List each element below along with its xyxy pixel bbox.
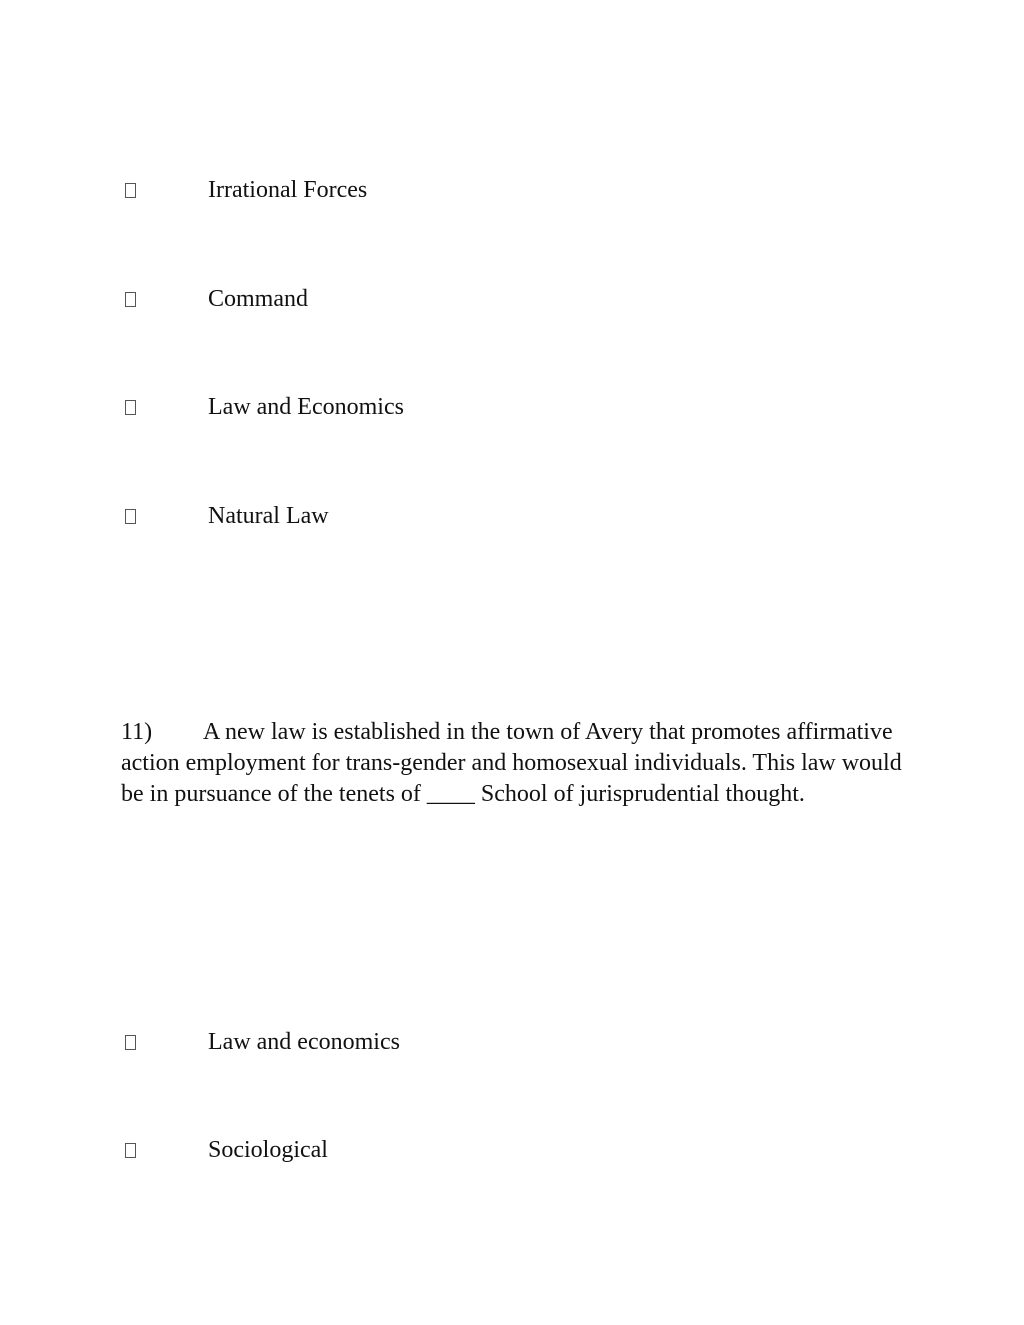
answer-option[interactable]	[122, 390, 722, 424]
question-text: A new law is established in the town of Avery that promotes affirmative action employment for trans-gender and homosexual individuals. This law would be in pursuance of the tenets of ____ School of jurisprudential thought.	[121, 719, 902, 807]
checkbox-icon[interactable]	[125, 509, 136, 524]
answer-option[interactable]	[122, 282, 722, 316]
checkbox-icon[interactable]	[125, 1143, 136, 1158]
answer-option[interactable]	[122, 1025, 722, 1059]
option-label: Irrational Forces	[208, 177, 368, 203]
checkbox-icon[interactable]	[125, 292, 136, 307]
checkbox-icon[interactable]	[125, 1035, 136, 1050]
option-label: Sociological	[208, 1137, 328, 1163]
option-label: Command	[208, 286, 308, 312]
question-number: 11)	[121, 719, 153, 745]
checkbox-icon[interactable]	[125, 183, 136, 198]
answer-option[interactable]	[122, 499, 722, 533]
answer-option[interactable]	[122, 1133, 722, 1167]
option-label: Law and Economics	[208, 394, 404, 420]
option-label: Law and economics	[208, 1029, 400, 1055]
checkbox-icon[interactable]	[125, 400, 136, 415]
question-block	[121, 717, 911, 810]
answer-option[interactable]	[122, 173, 722, 207]
option-label: Natural Law	[208, 503, 329, 529]
